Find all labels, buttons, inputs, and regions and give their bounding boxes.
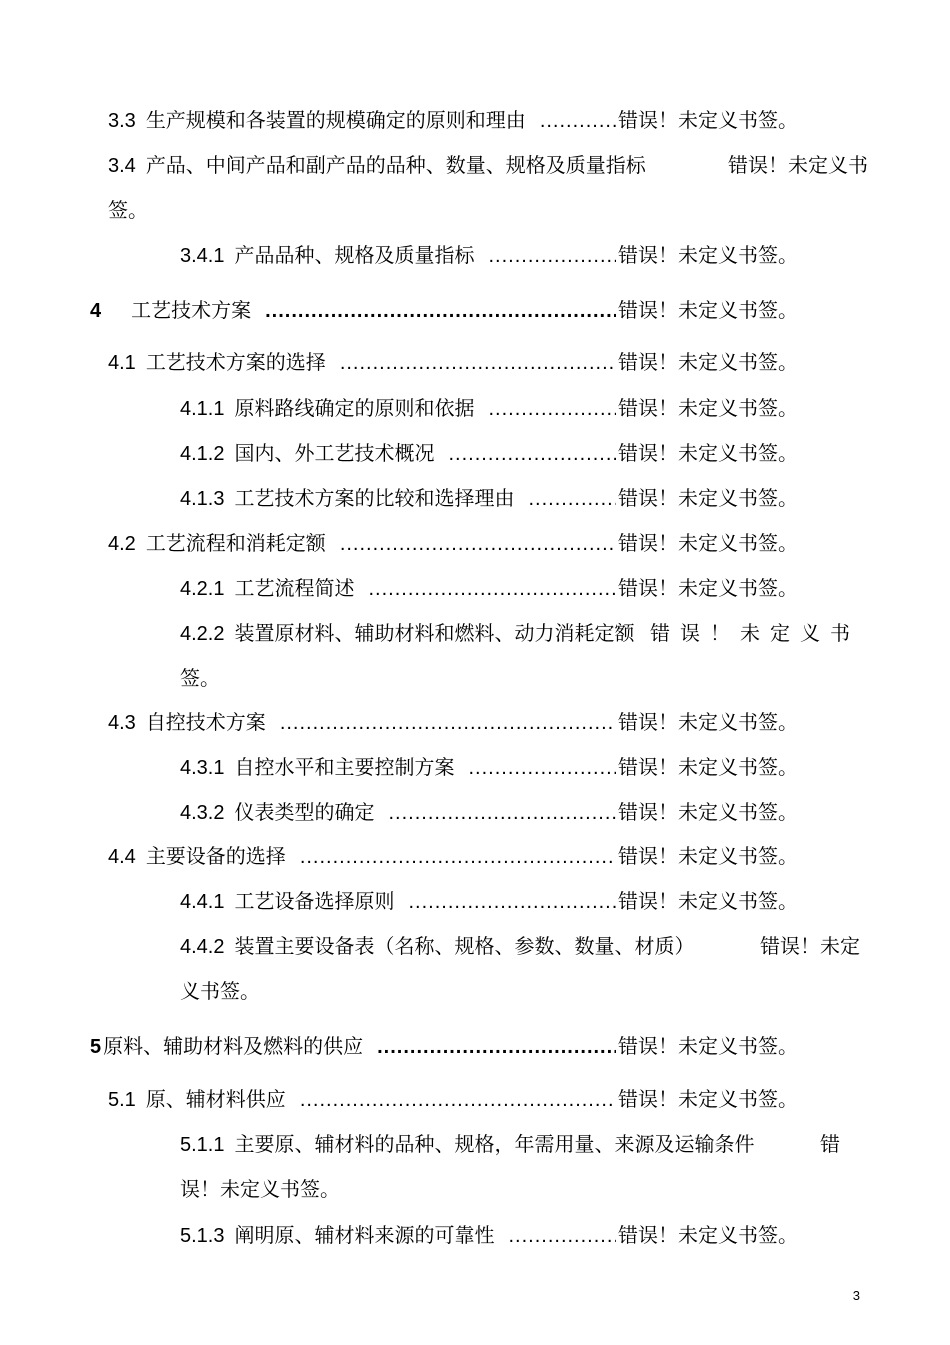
toc-entry-4-4[interactable] <box>108 842 798 871</box>
toc-entry-4-4-2[interactable] <box>180 924 860 1013</box>
toc-number: 4.3.2 <box>180 802 225 824</box>
dot-leader <box>300 1086 616 1114</box>
toc-page-ref: 错误！未定义书签。 <box>618 1087 798 1111</box>
toc-number: 3.3 <box>108 110 136 132</box>
toc-page-ref: 错误！未定义书签。 <box>618 108 798 132</box>
toc-title: 工艺流程简述 <box>234 576 355 600</box>
toc-number: 5.1.1 <box>180 1134 225 1156</box>
dot-leader <box>528 485 616 513</box>
dot-leader <box>448 440 616 468</box>
toc-title: 工艺技术方案 <box>131 298 252 322</box>
toc-number: 5.1.3 <box>180 1225 225 1247</box>
toc-page-ref: 错误！未定 <box>760 934 860 958</box>
toc-title: 产品、中间产品和副产品的品种、数量、规格及质量指标 <box>145 153 646 177</box>
toc-page-ref: 错误！未定义书签。 <box>618 889 798 913</box>
toc-entry-4-3-1[interactable] <box>180 753 798 782</box>
toc-page-ref: 错误！未定义书签。 <box>618 486 798 510</box>
dot-leader <box>377 1033 616 1061</box>
toc-page-ref: 错误！未定义书签。 <box>618 755 798 779</box>
toc-title: 主要设备的选择 <box>145 844 286 868</box>
toc-page-ref-continued: 签。 <box>108 198 148 222</box>
toc-page-ref: 错误！未定义书签。 <box>618 531 798 555</box>
toc-number: 4.2.2 <box>180 623 225 645</box>
toc-title: 原、辅材料供应 <box>145 1087 286 1111</box>
toc-page-ref: 错 <box>820 1132 840 1156</box>
toc-page-ref: 错误！未定义书签。 <box>618 576 798 600</box>
toc-page-ref: 错误！未定义书签。 <box>618 844 798 868</box>
toc-title: 原料、辅助材料及燃料的供应 <box>103 1034 364 1058</box>
toc-number: 4.1 <box>108 352 136 374</box>
dot-leader <box>280 709 616 737</box>
toc-page-ref: 错误！未定义书签。 <box>618 350 798 374</box>
dot-leader <box>468 754 616 782</box>
toc-entry-4-4-1[interactable] <box>180 887 798 916</box>
toc-title: 国内、外工艺技术概况 <box>234 441 435 465</box>
toc-title: 工艺技术方案的比较和选择理由 <box>234 486 515 510</box>
toc-entry-5-1-1[interactable] <box>180 1122 840 1211</box>
dot-leader <box>340 530 616 558</box>
toc-number: 4.2.1 <box>180 578 225 600</box>
toc-page-ref: 错误！未定义书签。 <box>618 1034 798 1058</box>
dot-leader <box>508 1222 616 1250</box>
toc-number: 4.1.1 <box>180 398 225 420</box>
dot-leader <box>388 799 616 827</box>
toc-page-ref: 错误！未定义书签。 <box>618 243 798 267</box>
toc-entry-4-2[interactable] <box>108 529 798 558</box>
toc-entry-4-1[interactable] <box>108 348 798 377</box>
toc-title: 工艺技术方案的选择 <box>145 350 326 374</box>
toc-page-ref: 错误！未定义书签。 <box>618 800 798 824</box>
toc-page-ref-continued: 误！未定义书签。 <box>180 1177 340 1201</box>
dot-leader <box>368 575 616 603</box>
toc-number: 4.2 <box>108 533 136 555</box>
toc-number: 3.4 <box>108 155 136 177</box>
toc-number: 4.3.1 <box>180 757 225 779</box>
dot-leader <box>300 843 616 871</box>
toc-number: 5 <box>90 1036 102 1058</box>
dot-leader <box>340 349 616 377</box>
toc-title: 工艺流程和消耗定额 <box>145 531 326 555</box>
toc-number: 4.3 <box>108 712 136 734</box>
toc-title: 自控技术方案 <box>145 710 266 734</box>
toc-page-ref: 错误！未定义书 <box>728 153 868 177</box>
toc-page-ref: 错误！未定义书签。 <box>618 396 798 420</box>
toc-number: 4.4 <box>108 846 136 868</box>
toc-page-ref-continued: 签。 <box>180 666 220 690</box>
toc-page-ref-continued: 义书签。 <box>180 979 260 1003</box>
toc-title: 装置主要设备表（名称、规格、参数、数量、材质） <box>234 934 695 958</box>
toc-entry-4-1-1[interactable] <box>180 394 798 423</box>
toc-entry-3-4-1[interactable] <box>180 241 798 270</box>
dot-leader <box>488 242 616 270</box>
toc-title: 原料路线确定的原则和依据 <box>234 396 475 420</box>
toc-number: 4 <box>90 300 102 322</box>
toc-number: 5.1 <box>108 1089 136 1111</box>
toc-title: 装置原材料、辅助材料和燃料、动力消耗定额 <box>234 621 635 645</box>
toc-title: 生产规模和各装置的规模确定的原则和理由 <box>145 108 526 132</box>
toc-entry-3-4[interactable] <box>108 143 868 232</box>
toc-title: 主要原、辅材料的品种、规格，年需用量、来源及运输条件 <box>234 1132 755 1156</box>
toc-entry-5-1[interactable] <box>108 1085 798 1114</box>
toc-page-ref: 错误！未定义书签。 <box>618 1223 798 1247</box>
toc-title: 产品品种、规格及质量指标 <box>234 243 475 267</box>
toc-entry-4-1-2[interactable] <box>180 439 798 468</box>
toc-entry-4-2-1[interactable] <box>180 574 798 603</box>
toc-number: 3.4.1 <box>180 245 225 267</box>
toc-entry-5[interactable] <box>90 1032 798 1061</box>
toc-title: 仪表类型的确定 <box>234 800 375 824</box>
dot-leader <box>408 888 616 916</box>
toc-entry-4-3[interactable] <box>108 708 798 737</box>
toc-entry-4-1-3[interactable] <box>180 484 798 513</box>
toc-title: 阐明原、辅材料来源的可靠性 <box>234 1223 495 1247</box>
toc-number: 4.1.3 <box>180 488 225 510</box>
dot-leader <box>488 395 616 423</box>
toc-number: 4.4.1 <box>180 891 225 913</box>
toc-title: 自控水平和主要控制方案 <box>234 755 455 779</box>
dot-leader <box>265 297 616 325</box>
toc-page-ref: 错误！未定义书签。 <box>618 441 798 465</box>
toc-page-ref: 错误！未定义书签。 <box>618 298 798 322</box>
toc-number: 4.1.2 <box>180 443 225 465</box>
toc-entry-3-3[interactable] <box>108 106 798 135</box>
toc-page-ref: 错误！未定义书 <box>650 621 860 645</box>
toc-entry-5-1-3[interactable] <box>180 1221 798 1250</box>
toc-entry-4-3-2[interactable] <box>180 798 798 827</box>
toc-page-ref: 错误！未定义书签。 <box>618 710 798 734</box>
toc-entry-4-2-2[interactable] <box>180 611 860 700</box>
page-number: 3 <box>852 1288 860 1303</box>
toc-number: 4.4.2 <box>180 936 225 958</box>
toc-title: 工艺设备选择原则 <box>234 889 395 913</box>
toc-entry-4[interactable] <box>90 296 798 325</box>
dot-leader <box>540 107 616 135</box>
